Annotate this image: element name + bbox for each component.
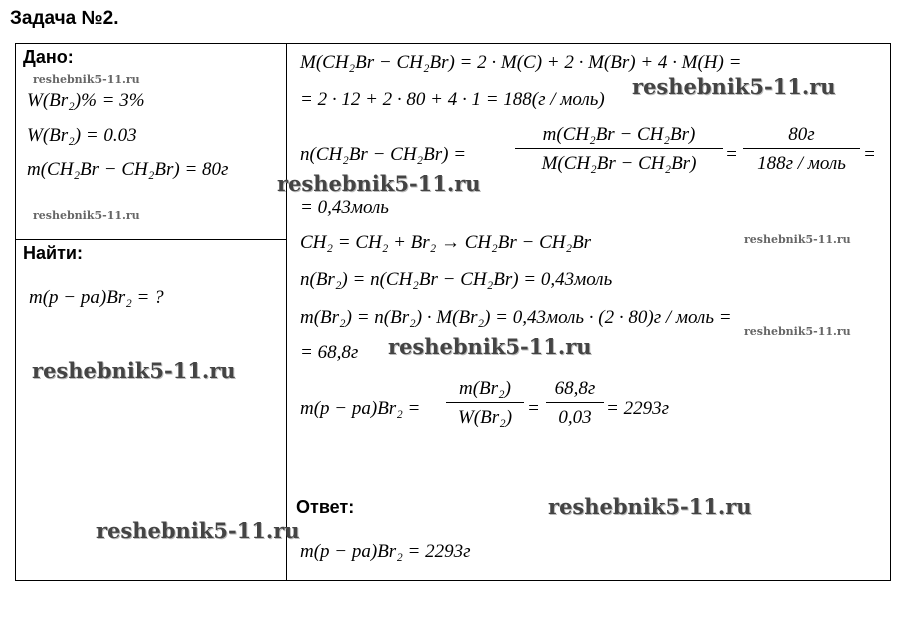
watermark: reshebnik5-11.ru [744, 233, 851, 246]
answer-line: m(p − pa)Br₂ = 2293г [300, 541, 471, 562]
column-divider [286, 43, 287, 581]
watermark: reshebnik5-11.ru [744, 325, 851, 338]
solution-mass-fraction-2 [546, 378, 604, 429]
solution-mass-lhs: m(p − pa)Br₂ = [300, 398, 421, 419]
molar-mass-line-2: = 2 · 12 + 2 · 80 + 4 · 1 = 188(г / моль) [300, 89, 605, 110]
watermark: reshebnik5-11.ru [632, 74, 836, 99]
moles-fraction-1 [515, 124, 723, 175]
watermark: reshebnik5-11.ru [33, 209, 140, 222]
moles-fraction-2-numerator: 80г [743, 124, 860, 149]
find-line: m(p − pa)Br₂ = ? [29, 287, 164, 308]
moles-fraction-2 [743, 124, 860, 175]
given-find-divider [15, 239, 287, 240]
moles-fraction-1-numerator: m(CH₂Br − CH₂Br) [515, 124, 723, 149]
given-line-2: W(Br₂) = 0.03 [27, 125, 137, 146]
moles-lhs: n(CH₂Br − CH₂Br) = [300, 144, 467, 165]
solution-mass-fraction-2-denominator: 0,03 [558, 407, 592, 428]
equals-sign-1: = [725, 144, 738, 165]
equals-sign-3: = [527, 398, 540, 419]
answer-header: Ответ: [296, 497, 355, 517]
watermark: reshebnik5-11.ru [277, 171, 481, 196]
find-header: Найти: [23, 243, 83, 263]
watermark: reshebnik5-11.ru [33, 73, 140, 86]
given-line-1: W(Br₂)% = 3% [27, 90, 145, 111]
solution-mass-fraction-1-denominator: W(Br₂) [457, 407, 513, 428]
reaction-equation: CH₂ = CH₂ + Br₂ → CH₂Br − CH₂Br [300, 232, 592, 253]
bromine-mass-result: = 68,8г [300, 342, 359, 363]
moles-result: = 0,43моль [300, 197, 389, 218]
watermark: reshebnik5-11.ru [32, 358, 236, 383]
solution-mass-fraction-2-numerator: 68,8г [546, 378, 604, 403]
bromine-mass: m(Br₂) = n(Br₂) · M(Br₂) = 0,43моль · (2 · 80)г / моль = [300, 307, 732, 328]
molar-mass-line-1: M(CH₂Br − CH₂Br) = 2 · M(C) + 2 · M(Br) + 4 · M(H) = [300, 52, 742, 73]
solution-mass-fraction-1 [446, 378, 524, 429]
moles-fraction-1-denominator: M(CH₂Br − CH₂Br) [541, 153, 697, 174]
bromine-moles: n(Br₂) = n(CH₂Br − CH₂Br) = 0,43моль [300, 269, 613, 290]
watermark: reshebnik5-11.ru [96, 518, 300, 543]
solution-mass-fraction-1-numerator: m(Br₂) [446, 378, 524, 403]
equals-sign-2: = [863, 144, 876, 165]
solution-mass-result: = 2293г [606, 398, 669, 419]
moles-fraction-2-denominator: 188г / моль [757, 153, 846, 174]
watermark: reshebnik5-11.ru [388, 334, 592, 359]
given-header: Дано: [23, 47, 74, 67]
watermark: reshebnik5-11.ru [548, 494, 752, 519]
task-title: Задача №2. [10, 8, 119, 29]
given-line-3: m(CH₂Br − CH₂Br) = 80г [27, 159, 229, 180]
